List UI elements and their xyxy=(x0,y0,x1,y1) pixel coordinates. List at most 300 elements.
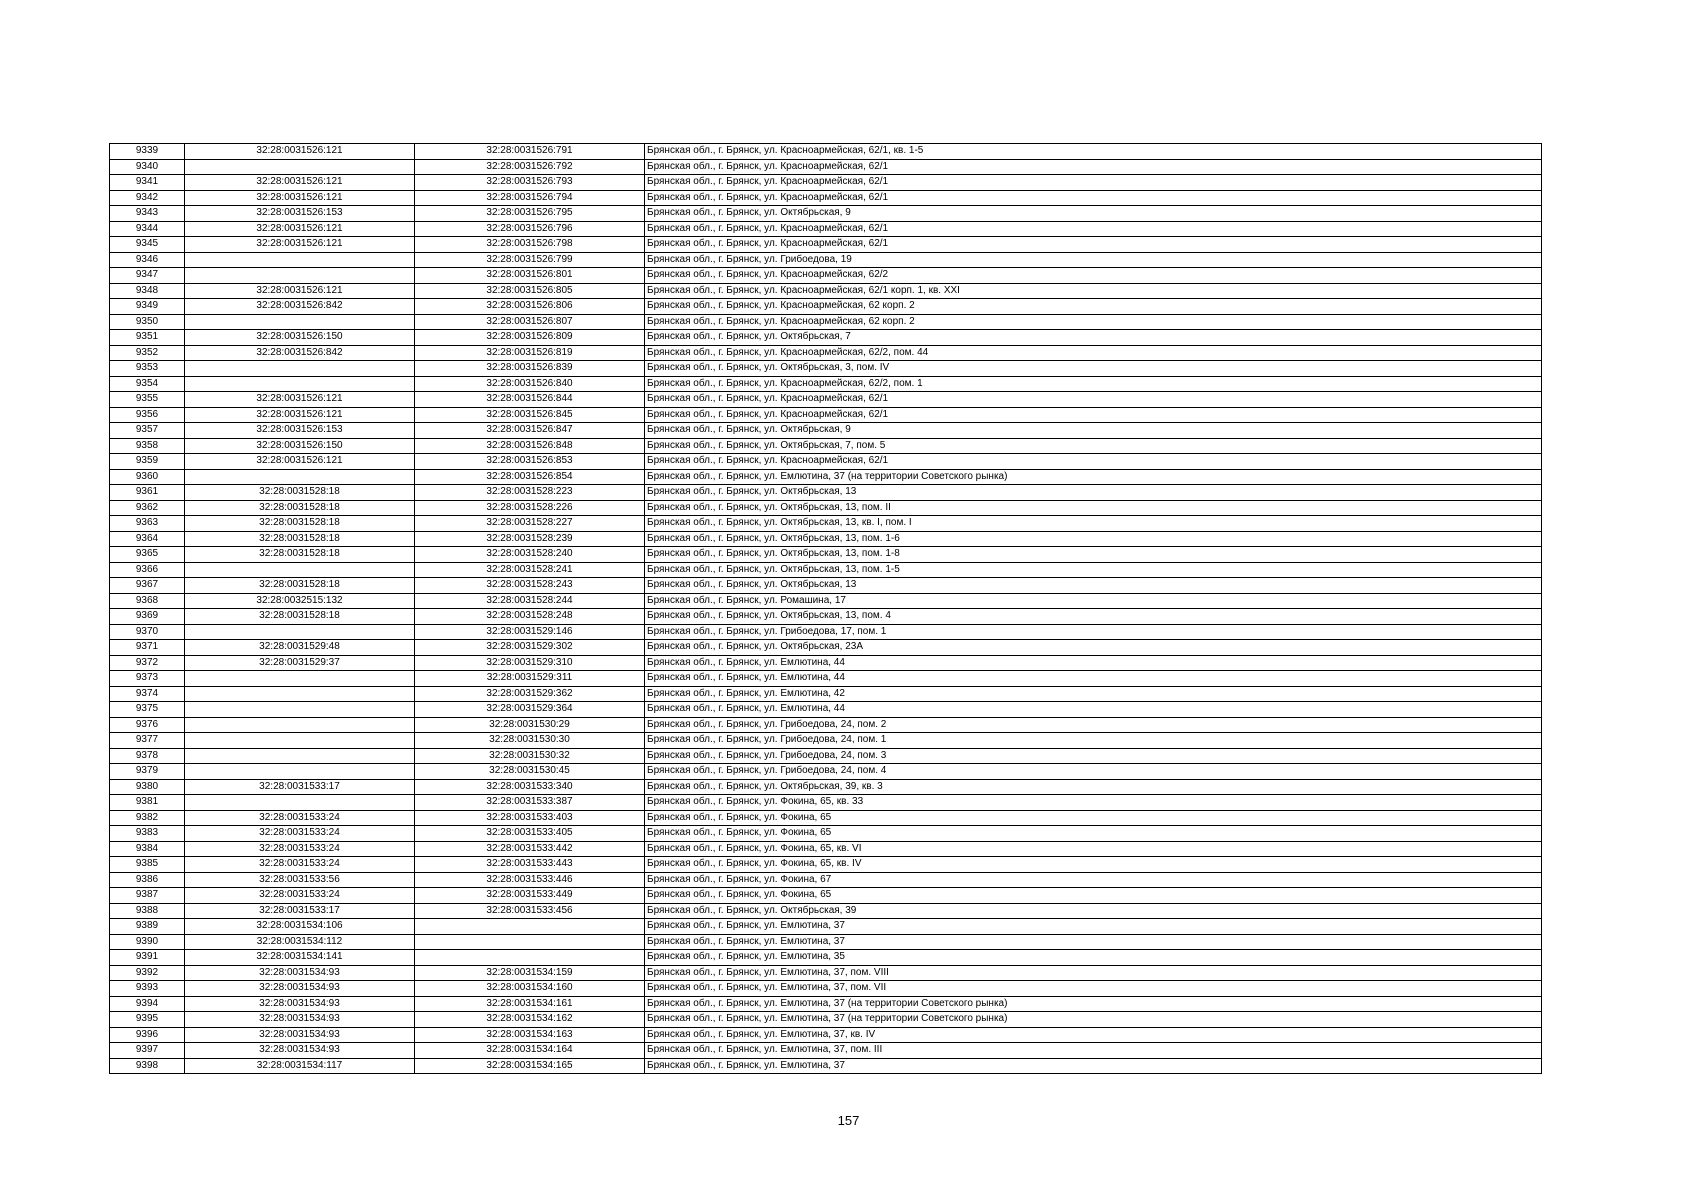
cadastral-number-cell: 32:28:0031534:165 xyxy=(415,1058,645,1074)
parent-cadastral-number-cell: 32:28:0031526:121 xyxy=(185,190,415,206)
parent-cadastral-number-cell: 32:28:0031526:150 xyxy=(185,438,415,454)
table-row xyxy=(110,779,1542,795)
address-cell: Брянская обл., г. Брянск, ул. Емлютина, 42 xyxy=(645,686,1542,702)
row-number-cell: 9358 xyxy=(110,438,185,454)
row-number-cell: 9340 xyxy=(110,159,185,175)
row-number-cell: 9341 xyxy=(110,175,185,191)
row-number-cell: 9369 xyxy=(110,609,185,625)
row-number-cell: 9363 xyxy=(110,516,185,532)
row-number-cell: 9345 xyxy=(110,237,185,253)
cadastral-number-cell: 32:28:0031528:226 xyxy=(415,500,645,516)
table-row xyxy=(110,717,1542,733)
row-number-cell: 9376 xyxy=(110,717,185,733)
cadastral-number-cell: 32:28:0031529:311 xyxy=(415,671,645,687)
address-cell: Брянская обл., г. Брянск, ул. Емлютина, 37, пом. III xyxy=(645,1043,1542,1059)
table-row xyxy=(110,175,1542,191)
row-number-cell: 9343 xyxy=(110,206,185,222)
cadastral-number-cell: 32:28:0031529:362 xyxy=(415,686,645,702)
parent-cadastral-number-cell: 32:28:0031528:18 xyxy=(185,531,415,547)
cadastral-number-cell: 32:28:0031526:799 xyxy=(415,252,645,268)
address-cell: Брянская обл., г. Брянск, ул. Емлютина, 37 xyxy=(645,934,1542,950)
row-number-cell: 9353 xyxy=(110,361,185,377)
parent-cadastral-number-cell: 32:28:0031534:117 xyxy=(185,1058,415,1074)
address-cell: Брянская обл., г. Брянск, ул. Октябрьская, 13, кв. I, пом. I xyxy=(645,516,1542,532)
parent-cadastral-number-cell xyxy=(185,469,415,485)
cadastral-number-cell: 32:28:0031534:159 xyxy=(415,965,645,981)
cadastral-number-cell: 32:28:0031526:792 xyxy=(415,159,645,175)
parent-cadastral-number-cell: 32:28:0031533:56 xyxy=(185,872,415,888)
table-row xyxy=(110,345,1542,361)
parent-cadastral-number-cell xyxy=(185,268,415,284)
table-row xyxy=(110,190,1542,206)
parent-cadastral-number-cell: 32:28:0031534:112 xyxy=(185,934,415,950)
row-number-cell: 9373 xyxy=(110,671,185,687)
table-row xyxy=(110,268,1542,284)
cadastral-number-cell: 32:28:0031526:798 xyxy=(415,237,645,253)
parent-cadastral-number-cell xyxy=(185,764,415,780)
table-row xyxy=(110,733,1542,749)
table-row xyxy=(110,299,1542,315)
table-row xyxy=(110,392,1542,408)
parent-cadastral-number-cell: 32:28:0031534:93 xyxy=(185,1027,415,1043)
table-row xyxy=(110,144,1542,160)
address-cell: Брянская обл., г. Брянск, ул. Грибоедова, 17, пом. 1 xyxy=(645,624,1542,640)
cadastral-number-cell: 32:28:0031533:340 xyxy=(415,779,645,795)
parent-cadastral-number-cell: 32:28:0031533:24 xyxy=(185,810,415,826)
cadastral-number-cell: 32:28:0031528:227 xyxy=(415,516,645,532)
parent-cadastral-number-cell: 32:28:0031534:93 xyxy=(185,1043,415,1059)
table-row xyxy=(110,934,1542,950)
address-cell: Брянская обл., г. Брянск, ул. Октябрьская, 13, пом. 1-5 xyxy=(645,562,1542,578)
table-row xyxy=(110,237,1542,253)
row-number-cell: 9398 xyxy=(110,1058,185,1074)
table-row xyxy=(110,981,1542,997)
cadastral-number-cell: 32:28:0031533:403 xyxy=(415,810,645,826)
table-row xyxy=(110,686,1542,702)
cadastral-number-cell: 32:28:0031534:160 xyxy=(415,981,645,997)
address-cell: Брянская обл., г. Брянск, ул. Грибоедова, 24, пом. 2 xyxy=(645,717,1542,733)
table-row xyxy=(110,609,1542,625)
table-row xyxy=(110,221,1542,237)
parent-cadastral-number-cell: 32:28:0031526:121 xyxy=(185,144,415,160)
address-cell: Брянская обл., г. Брянск, ул. Красноармейская, 62/1, кв. 1-5 xyxy=(645,144,1542,160)
row-number-cell: 9346 xyxy=(110,252,185,268)
parent-cadastral-number-cell xyxy=(185,252,415,268)
cadastral-number-cell: 32:28:0031526:806 xyxy=(415,299,645,315)
row-number-cell: 9394 xyxy=(110,996,185,1012)
parent-cadastral-number-cell xyxy=(185,361,415,377)
address-cell: Брянская обл., г. Брянск, ул. Емлютина, 37, пом. VII xyxy=(645,981,1542,997)
table-row xyxy=(110,655,1542,671)
cadastral-number-cell: 32:28:0031533:446 xyxy=(415,872,645,888)
cadastral-number-cell: 32:28:0031529:146 xyxy=(415,624,645,640)
address-cell: Брянская обл., г. Брянск, ул. Емлютина, 37, кв. IV xyxy=(645,1027,1542,1043)
row-number-cell: 9382 xyxy=(110,810,185,826)
row-number-cell: 9367 xyxy=(110,578,185,594)
row-number-cell: 9354 xyxy=(110,376,185,392)
cadastral-number-cell: 32:28:0031528:243 xyxy=(415,578,645,594)
address-cell: Брянская обл., г. Брянск, ул. Фокина, 65, кв. IV xyxy=(645,857,1542,873)
address-cell: Брянская обл., г. Брянск, ул. Красноармейская, 62/1 xyxy=(645,454,1542,470)
parent-cadastral-number-cell: 32:28:0031534:106 xyxy=(185,919,415,935)
table-row xyxy=(110,206,1542,222)
address-cell: Брянская обл., г. Брянск, ул. Октябрьская, 13, пом. 1-8 xyxy=(645,547,1542,563)
cadastral-number-cell: 32:28:0031526:801 xyxy=(415,268,645,284)
cadastral-number-cell: 32:28:0031530:45 xyxy=(415,764,645,780)
row-number-cell: 9375 xyxy=(110,702,185,718)
row-number-cell: 9366 xyxy=(110,562,185,578)
parent-cadastral-number-cell: 32:28:0031526:153 xyxy=(185,423,415,439)
parent-cadastral-number-cell xyxy=(185,686,415,702)
table-row xyxy=(110,578,1542,594)
address-cell: Брянская обл., г. Брянск, ул. Грибоедова, 24, пом. 4 xyxy=(645,764,1542,780)
row-number-cell: 9350 xyxy=(110,314,185,330)
row-number-cell: 9374 xyxy=(110,686,185,702)
address-cell: Брянская обл., г. Брянск, ул. Емлютина, 44 xyxy=(645,655,1542,671)
table-row xyxy=(110,1058,1542,1074)
cadastral-number-cell: 32:28:0031530:29 xyxy=(415,717,645,733)
address-cell: Брянская обл., г. Брянск, ул. Емлютина, 37 xyxy=(645,919,1542,935)
table-row xyxy=(110,903,1542,919)
row-number-cell: 9378 xyxy=(110,748,185,764)
table-row xyxy=(110,872,1542,888)
cadastral-number-cell: 32:28:0031526:844 xyxy=(415,392,645,408)
row-number-cell: 9391 xyxy=(110,950,185,966)
parent-cadastral-number-cell xyxy=(185,717,415,733)
table-row xyxy=(110,748,1542,764)
cadastral-number-cell: 32:28:0031526:845 xyxy=(415,407,645,423)
parent-cadastral-number-cell: 32:28:0031528:18 xyxy=(185,485,415,501)
row-number-cell: 9377 xyxy=(110,733,185,749)
parent-cadastral-number-cell: 32:28:0031526:121 xyxy=(185,221,415,237)
address-cell: Брянская обл., г. Брянск, ул. Красноармейская, 62/1 xyxy=(645,175,1542,191)
table-row xyxy=(110,795,1542,811)
parent-cadastral-number-cell: 32:28:0031528:18 xyxy=(185,516,415,532)
row-number-cell: 9372 xyxy=(110,655,185,671)
parent-cadastral-number-cell xyxy=(185,624,415,640)
address-cell: Брянская обл., г. Брянск, ул. Фокина, 65, кв. 33 xyxy=(645,795,1542,811)
address-cell: Брянская обл., г. Брянск, ул. Красноармейская, 62/1 xyxy=(645,221,1542,237)
cadastral-number-cell: 32:28:0031526:794 xyxy=(415,190,645,206)
parent-cadastral-number-cell xyxy=(185,314,415,330)
table-row xyxy=(110,159,1542,175)
parent-cadastral-number-cell xyxy=(185,159,415,175)
table-row xyxy=(110,640,1542,656)
parent-cadastral-number-cell: 32:28:0031534:93 xyxy=(185,965,415,981)
table-row xyxy=(110,485,1542,501)
cadastral-number-cell: 32:28:0031533:443 xyxy=(415,857,645,873)
address-cell: Брянская обл., г. Брянск, ул. Красноармейская, 62/1 xyxy=(645,407,1542,423)
table-row xyxy=(110,702,1542,718)
table-row xyxy=(110,407,1542,423)
row-number-cell: 9351 xyxy=(110,330,185,346)
parent-cadastral-number-cell: 32:28:0031526:121 xyxy=(185,454,415,470)
row-number-cell: 9381 xyxy=(110,795,185,811)
row-number-cell: 9368 xyxy=(110,593,185,609)
address-cell: Брянская обл., г. Брянск, ул. Емлютина, 44 xyxy=(645,671,1542,687)
cadastral-number-cell: 32:28:0031526:848 xyxy=(415,438,645,454)
row-number-cell: 9390 xyxy=(110,934,185,950)
table-row xyxy=(110,1027,1542,1043)
table-row xyxy=(110,423,1542,439)
cadastral-number-cell: 32:28:0031526:854 xyxy=(415,469,645,485)
address-cell: Брянская обл., г. Брянск, ул. Красноармейская, 62/2, пом. 44 xyxy=(645,345,1542,361)
table-row xyxy=(110,1043,1542,1059)
address-cell: Брянская обл., г. Брянск, ул. Емлютина, 37 (на территории Советского рынка) xyxy=(645,1012,1542,1028)
parent-cadastral-number-cell: 32:28:0031534:93 xyxy=(185,1012,415,1028)
cadastral-number-cell: 32:28:0031533:456 xyxy=(415,903,645,919)
row-number-cell: 9361 xyxy=(110,485,185,501)
address-cell: Брянская обл., г. Брянск, ул. Красноармейская, 62/1 xyxy=(645,190,1542,206)
cadastral-number-cell: 32:28:0031526:805 xyxy=(415,283,645,299)
table-row xyxy=(110,919,1542,935)
parent-cadastral-number-cell: 32:28:0031526:121 xyxy=(185,407,415,423)
parent-cadastral-number-cell: 32:28:0031526:842 xyxy=(185,345,415,361)
row-number-cell: 9356 xyxy=(110,407,185,423)
cadastral-number-cell: 32:28:0031534:162 xyxy=(415,1012,645,1028)
cadastral-number-cell xyxy=(415,934,645,950)
cadastral-number-cell: 32:28:0031526:853 xyxy=(415,454,645,470)
parent-cadastral-number-cell: 32:28:0031534:93 xyxy=(185,981,415,997)
row-number-cell: 9389 xyxy=(110,919,185,935)
parent-cadastral-number-cell: 32:28:0031526:150 xyxy=(185,330,415,346)
cadastral-number-cell: 32:28:0031526:796 xyxy=(415,221,645,237)
cadastral-table xyxy=(109,143,1542,1074)
parent-cadastral-number-cell: 32:28:0031528:18 xyxy=(185,609,415,625)
cadastral-number-cell: 32:28:0031530:32 xyxy=(415,748,645,764)
cadastral-number-cell: 32:28:0031529:310 xyxy=(415,655,645,671)
cadastral-number-cell: 32:28:0031526:807 xyxy=(415,314,645,330)
table-row xyxy=(110,376,1542,392)
row-number-cell: 9392 xyxy=(110,965,185,981)
address-cell: Брянская обл., г. Брянск, ул. Емлютина, 37 (на территории Советского рынка) xyxy=(645,469,1542,485)
address-cell: Брянская обл., г. Брянск, ул. Фокина, 67 xyxy=(645,872,1542,888)
address-cell: Брянская обл., г. Брянск, ул. Красноармейская, 62/2, пом. 1 xyxy=(645,376,1542,392)
address-cell: Брянская обл., г. Брянск, ул. Октябрьская, 7, пом. 5 xyxy=(645,438,1542,454)
row-number-cell: 9352 xyxy=(110,345,185,361)
table-row xyxy=(110,252,1542,268)
table-row xyxy=(110,438,1542,454)
table-row xyxy=(110,516,1542,532)
row-number-cell: 9384 xyxy=(110,841,185,857)
row-number-cell: 9387 xyxy=(110,888,185,904)
parent-cadastral-number-cell xyxy=(185,702,415,718)
address-cell: Брянская обл., г. Брянск, ул. Октябрьская, 39, кв. 3 xyxy=(645,779,1542,795)
address-cell: Брянская обл., г. Брянск, ул. Красноармейская, 62/2 xyxy=(645,268,1542,284)
table-row xyxy=(110,330,1542,346)
row-number-cell: 9362 xyxy=(110,500,185,516)
table-row xyxy=(110,888,1542,904)
table-row xyxy=(110,826,1542,842)
table-row xyxy=(110,500,1542,516)
parent-cadastral-number-cell: 32:28:0031526:121 xyxy=(185,283,415,299)
row-number-cell: 9359 xyxy=(110,454,185,470)
cadastral-number-cell xyxy=(415,919,645,935)
address-cell: Брянская обл., г. Брянск, ул. Октябрьская, 23А xyxy=(645,640,1542,656)
address-cell: Брянская обл., г. Брянск, ул. Октябрьская, 13 xyxy=(645,578,1542,594)
parent-cadastral-number-cell: 32:28:0031529:48 xyxy=(185,640,415,656)
cadastral-number-cell: 32:28:0031529:302 xyxy=(415,640,645,656)
row-number-cell: 9344 xyxy=(110,221,185,237)
cadastral-number-cell: 32:28:0031528:241 xyxy=(415,562,645,578)
row-number-cell: 9355 xyxy=(110,392,185,408)
row-number-cell: 9395 xyxy=(110,1012,185,1028)
cadastral-number-cell: 32:28:0031526:795 xyxy=(415,206,645,222)
table-row xyxy=(110,283,1542,299)
cadastral-number-cell: 32:28:0031533:387 xyxy=(415,795,645,811)
row-number-cell: 9393 xyxy=(110,981,185,997)
address-cell: Брянская обл., г. Брянск, ул. Емлютина, 37 xyxy=(645,1058,1542,1074)
cadastral-number-cell: 32:28:0031528:223 xyxy=(415,485,645,501)
row-number-cell: 9379 xyxy=(110,764,185,780)
cadastral-number-cell: 32:28:0031526:791 xyxy=(415,144,645,160)
address-cell: Брянская обл., г. Брянск, ул. Октябрьская, 39 xyxy=(645,903,1542,919)
row-number-cell: 9370 xyxy=(110,624,185,640)
cadastral-number-cell: 32:28:0031533:405 xyxy=(415,826,645,842)
row-number-cell: 9347 xyxy=(110,268,185,284)
parent-cadastral-number-cell: 32:28:0031534:141 xyxy=(185,950,415,966)
table-row xyxy=(110,454,1542,470)
cadastral-number-cell xyxy=(415,950,645,966)
address-cell: Брянская обл., г. Брянск, ул. Октябрьская, 13, пом. 4 xyxy=(645,609,1542,625)
address-cell: Брянская обл., г. Брянск, ул. Октябрьская, 3, пом. IV xyxy=(645,361,1542,377)
table-row xyxy=(110,361,1542,377)
table-row xyxy=(110,1012,1542,1028)
row-number-cell: 9360 xyxy=(110,469,185,485)
address-cell: Брянская обл., г. Брянск, ул. Красноармейская, 62 корп. 2 xyxy=(645,299,1542,315)
table-row xyxy=(110,841,1542,857)
parent-cadastral-number-cell: 32:28:0031528:18 xyxy=(185,500,415,516)
cadastral-number-cell: 32:28:0031526:839 xyxy=(415,361,645,377)
table-row xyxy=(110,562,1542,578)
parent-cadastral-number-cell: 32:28:0031526:121 xyxy=(185,175,415,191)
parent-cadastral-number-cell: 32:28:0031526:842 xyxy=(185,299,415,315)
cadastral-number-cell: 32:28:0031533:442 xyxy=(415,841,645,857)
cadastral-number-cell: 32:28:0031529:364 xyxy=(415,702,645,718)
parent-cadastral-number-cell: 32:28:0031534:93 xyxy=(185,996,415,1012)
row-number-cell: 9365 xyxy=(110,547,185,563)
table-row xyxy=(110,965,1542,981)
parent-cadastral-number-cell: 32:28:0031533:24 xyxy=(185,857,415,873)
address-cell: Брянская обл., г. Брянск, ул. Фокина, 65, кв. VI xyxy=(645,841,1542,857)
address-cell: Брянская обл., г. Брянск, ул. Красноармейская, 62 корп. 2 xyxy=(645,314,1542,330)
address-cell: Брянская обл., г. Брянск, ул. Емлютина, 37, пом. VIII xyxy=(645,965,1542,981)
address-cell: Брянская обл., г. Брянск, ул. Грибоедова, 19 xyxy=(645,252,1542,268)
row-number-cell: 9396 xyxy=(110,1027,185,1043)
cadastral-number-cell: 32:28:0031526:793 xyxy=(415,175,645,191)
table-row xyxy=(110,624,1542,640)
table-row xyxy=(110,996,1542,1012)
address-cell: Брянская обл., г. Брянск, ул. Емлютина, 35 xyxy=(645,950,1542,966)
parent-cadastral-number-cell: 32:28:0031526:121 xyxy=(185,392,415,408)
parent-cadastral-number-cell xyxy=(185,748,415,764)
address-cell: Брянская обл., г. Брянск, ул. Емлютина, 37 (на территории Советского рынка) xyxy=(645,996,1542,1012)
cadastral-number-cell: 32:28:0031526:809 xyxy=(415,330,645,346)
row-number-cell: 9339 xyxy=(110,144,185,160)
cadastral-number-cell: 32:28:0031528:240 xyxy=(415,547,645,563)
parent-cadastral-number-cell: 32:28:0031533:17 xyxy=(185,903,415,919)
address-cell: Брянская обл., г. Брянск, ул. Фокина, 65 xyxy=(645,826,1542,842)
cadastral-number-cell: 32:28:0031534:161 xyxy=(415,996,645,1012)
cadastral-number-cell: 32:28:0031526:840 xyxy=(415,376,645,392)
table-row xyxy=(110,469,1542,485)
row-number-cell: 9357 xyxy=(110,423,185,439)
address-cell: Брянская обл., г. Брянск, ул. Ромашина, 17 xyxy=(645,593,1542,609)
table-row xyxy=(110,810,1542,826)
parent-cadastral-number-cell: 32:28:0031526:153 xyxy=(185,206,415,222)
address-cell: Брянская обл., г. Брянск, ул. Красноармейская, 62/1 xyxy=(645,159,1542,175)
cadastral-number-cell: 32:28:0031528:244 xyxy=(415,593,645,609)
parent-cadastral-number-cell: 32:28:0031533:24 xyxy=(185,888,415,904)
parent-cadastral-number-cell xyxy=(185,795,415,811)
address-cell: Брянская обл., г. Брянск, ул. Октябрьская, 9 xyxy=(645,206,1542,222)
parent-cadastral-number-cell xyxy=(185,733,415,749)
address-cell: Брянская обл., г. Брянск, ул. Грибоедова, 24, пом. 1 xyxy=(645,733,1542,749)
parent-cadastral-number-cell: 32:28:0032515:132 xyxy=(185,593,415,609)
address-cell: Брянская обл., г. Брянск, ул. Грибоедова, 24, пом. 3 xyxy=(645,748,1542,764)
parent-cadastral-number-cell xyxy=(185,376,415,392)
table-row xyxy=(110,593,1542,609)
table-row xyxy=(110,314,1542,330)
cadastral-number-cell: 32:28:0031528:239 xyxy=(415,531,645,547)
address-cell: Брянская обл., г. Брянск, ул. Октябрьская, 13 xyxy=(645,485,1542,501)
cadastral-number-cell: 32:28:0031533:449 xyxy=(415,888,645,904)
parent-cadastral-number-cell: 32:28:0031533:24 xyxy=(185,826,415,842)
address-cell: Брянская обл., г. Брянск, ул. Октябрьская, 7 xyxy=(645,330,1542,346)
row-number-cell: 9383 xyxy=(110,826,185,842)
address-cell: Брянская обл., г. Брянск, ул. Фокина, 65 xyxy=(645,810,1542,826)
page-number: 157 xyxy=(837,1113,860,1128)
address-cell: Брянская обл., г. Брянск, ул. Октябрьская, 13, пом. II xyxy=(645,500,1542,516)
address-cell: Брянская обл., г. Брянск, ул. Красноармейская, 62/1 xyxy=(645,392,1542,408)
address-cell: Брянская обл., г. Брянск, ул. Красноармейская, 62/1 xyxy=(645,237,1542,253)
row-number-cell: 9386 xyxy=(110,872,185,888)
parent-cadastral-number-cell: 32:28:0031526:121 xyxy=(185,237,415,253)
parent-cadastral-number-cell: 32:28:0031528:18 xyxy=(185,547,415,563)
address-cell: Брянская обл., г. Брянск, ул. Красноармейская, 62/1 корп. 1, кв. XXI xyxy=(645,283,1542,299)
cadastral-number-cell: 32:28:0031528:248 xyxy=(415,609,645,625)
address-cell: Брянская обл., г. Брянск, ул. Емлютина, 44 xyxy=(645,702,1542,718)
cadastral-number-cell: 32:28:0031534:164 xyxy=(415,1043,645,1059)
cadastral-number-cell: 32:28:0031530:30 xyxy=(415,733,645,749)
address-cell: Брянская обл., г. Брянск, ул. Октябрьская, 13, пом. 1-6 xyxy=(645,531,1542,547)
parent-cadastral-number-cell: 32:28:0031529:37 xyxy=(185,655,415,671)
row-number-cell: 9371 xyxy=(110,640,185,656)
row-number-cell: 9348 xyxy=(110,283,185,299)
table-row xyxy=(110,671,1542,687)
table-row xyxy=(110,764,1542,780)
cadastral-number-cell: 32:28:0031526:847 xyxy=(415,423,645,439)
row-number-cell: 9349 xyxy=(110,299,185,315)
parent-cadastral-number-cell: 32:28:0031533:24 xyxy=(185,841,415,857)
table-row xyxy=(110,950,1542,966)
row-number-cell: 9364 xyxy=(110,531,185,547)
address-cell: Брянская обл., г. Брянск, ул. Октябрьская, 9 xyxy=(645,423,1542,439)
row-number-cell: 9380 xyxy=(110,779,185,795)
table-row xyxy=(110,531,1542,547)
cadastral-number-cell: 32:28:0031526:819 xyxy=(415,345,645,361)
row-number-cell: 9388 xyxy=(110,903,185,919)
row-number-cell: 9397 xyxy=(110,1043,185,1059)
row-number-cell: 9385 xyxy=(110,857,185,873)
parent-cadastral-number-cell xyxy=(185,562,415,578)
table-row xyxy=(110,547,1542,563)
table-body xyxy=(110,144,1542,1074)
parent-cadastral-number-cell: 32:28:0031528:18 xyxy=(185,578,415,594)
table-row xyxy=(110,857,1542,873)
row-number-cell: 9342 xyxy=(110,190,185,206)
address-cell: Брянская обл., г. Брянск, ул. Фокина, 65 xyxy=(645,888,1542,904)
